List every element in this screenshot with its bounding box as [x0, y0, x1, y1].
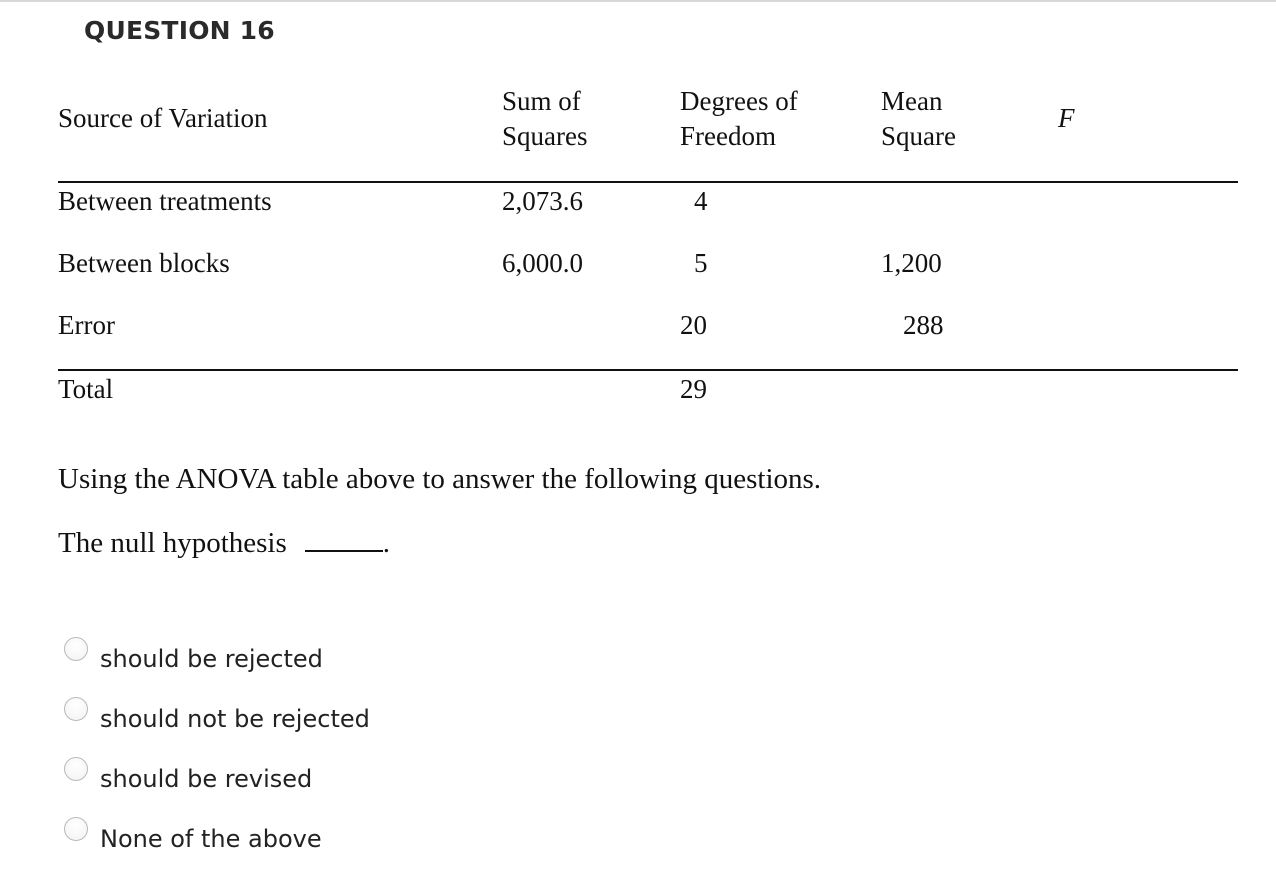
header-rule — [58, 181, 1238, 183]
row-source: Total — [58, 374, 114, 404]
question-title: QUESTION 16 — [84, 16, 275, 45]
prompt-intro: Using the ANOVA table above to answer the following questions. — [58, 463, 822, 495]
option-none-of-the-above[interactable]: None of the above — [64, 822, 322, 856]
header-mean-square: Mean Square — [881, 86, 956, 151]
row-source: Between blocks — [58, 248, 230, 278]
row-df: 20 — [680, 310, 707, 340]
header-f: F — [1058, 103, 1075, 133]
row-ms: 288 — [903, 310, 944, 340]
row-df: 4 — [694, 186, 708, 216]
radio-button[interactable] — [64, 637, 88, 661]
header-degrees-of-freedom: Degrees of Freedom — [680, 86, 798, 151]
option-should-be-revised[interactable]: should be revised — [64, 762, 312, 796]
row-source: Between treatments — [58, 186, 272, 216]
row-ms: 1,200 — [881, 248, 942, 278]
row-source: Error — [58, 310, 115, 340]
radio-button[interactable] — [64, 757, 88, 781]
radio-button[interactable] — [64, 817, 88, 841]
question-stem: The null hypothesis . — [58, 527, 391, 559]
header-sum-of-squares: Sum of Squares — [502, 86, 588, 151]
row-ss: 6,000.0 — [502, 248, 583, 278]
option-should-not-be-rejected[interactable]: should not be rejected — [64, 702, 370, 736]
total-rule — [58, 369, 1238, 371]
row-ss: 2,073.6 — [502, 186, 583, 216]
row-df: 29 — [680, 374, 707, 404]
answer-blank — [305, 526, 383, 552]
row-df: 5 — [694, 248, 708, 278]
option-should-be-rejected[interactable]: should be rejected — [64, 642, 323, 676]
radio-button[interactable] — [64, 697, 88, 721]
top-divider — [0, 0, 1276, 2]
header-source: Source of Variation — [58, 103, 268, 133]
